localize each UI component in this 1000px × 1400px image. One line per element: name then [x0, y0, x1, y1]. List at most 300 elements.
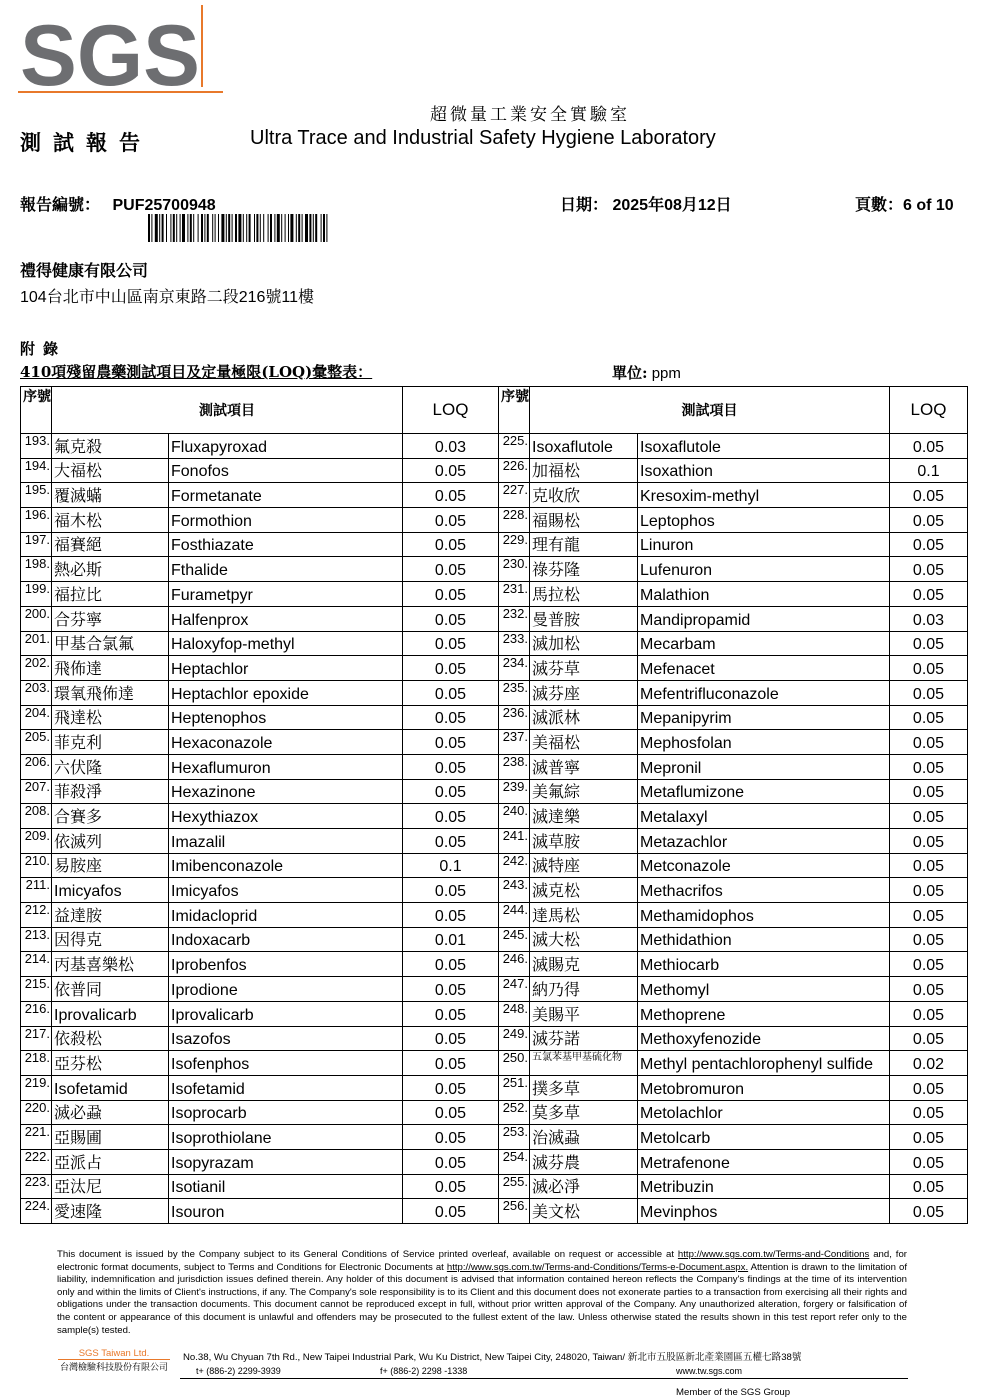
- loq-value: 0.05: [403, 1149, 499, 1174]
- table-row: [21, 1149, 968, 1174]
- name-en: Heptachlor: [169, 656, 403, 681]
- loq-value: 0.05: [403, 557, 499, 582]
- table-row: [21, 730, 968, 755]
- terms-link[interactable]: http://www.sgs.com.tw/Terms-and-Conditions: [677, 1249, 870, 1260]
- name-zh: 福木松: [52, 508, 169, 533]
- table-row: [21, 853, 968, 878]
- loq-value: 0.05: [890, 1125, 968, 1150]
- seq-number: 214.: [21, 952, 52, 977]
- seq-number: 246.: [499, 952, 530, 977]
- name-zh: 滅克松: [530, 878, 638, 903]
- name-zh: 亞派占: [52, 1149, 169, 1174]
- name-zh: 祿芬隆: [530, 557, 638, 582]
- disclaimer-part-2: and, for electronic format documents, subject to Terms and Conditions for Electronic Documents at: [57, 1249, 907, 1273]
- barcode-bar: [298, 214, 300, 242]
- loq-value: 0.05: [403, 606, 499, 631]
- name-en: Iprodione: [169, 977, 403, 1002]
- logo-text: SGS: [20, 8, 200, 104]
- name-en: Methidathion: [638, 927, 890, 952]
- name-en: Isoprothiolane: [169, 1125, 403, 1150]
- name-zh: 加福松: [530, 458, 638, 483]
- disclaimer-part-3: Attention is drawn to the limitation of liability, indemnification and jurisdiction issues defined therein. Any holder of this document is advised that information contained hereon reflects the Company's findings at the time of its intervention only and within the limits of Client's instructions, if any. The Company's sole responsibility is to its Client and this document does not exonerate parties to a transaction from exercising all their rights and obligations under the transaction documents. This document cannot be reproduced except in full, without prior written approval of the Company. Any unauthorized alteration, forgery or falsification of the content or appearance of this document is unlawful and offenders may be prosecuted to the fullest extent of the law. Unless otherwise stated the results shown in this test report refer only to the sample(s) tested.: [57, 1261, 907, 1336]
- name-en: Fthalide: [169, 557, 403, 582]
- table-row: [21, 1026, 968, 1051]
- loq-value: 0.05: [403, 1026, 499, 1051]
- table-row: [21, 582, 968, 607]
- page-value: 6 of 10: [903, 197, 954, 214]
- barcode-bar: [254, 214, 255, 242]
- barcode-bar: [170, 214, 171, 242]
- name-zh: 理有龍: [530, 532, 638, 557]
- loq-value: 0.05: [403, 1051, 499, 1076]
- name-en: Leptophos: [638, 508, 890, 533]
- unit-label: 單位:: [612, 364, 648, 382]
- barcode-bar: [323, 214, 325, 242]
- name-zh: 五氯苯基甲基硫化物: [530, 1051, 638, 1076]
- table-row: [21, 508, 968, 533]
- name-en: Hexaconazole: [169, 730, 403, 755]
- name-en: Malathion: [638, 582, 890, 607]
- sgs-logo: [18, 5, 223, 105]
- name-zh: 滅特座: [530, 853, 638, 878]
- barcode-bar: [182, 214, 185, 242]
- name-zh: 滅賜克: [530, 952, 638, 977]
- name-zh: 滅派林: [530, 705, 638, 730]
- table-row: [21, 1125, 968, 1150]
- barcode-bar: [187, 214, 188, 242]
- loq-value: 0.05: [890, 434, 968, 459]
- loq-value: 0.05: [403, 508, 499, 533]
- e-terms-link[interactable]: http://www.sgs.com.tw/Terms-and-Conditions/Terms-e-Document.aspx.: [446, 1261, 749, 1273]
- name-en: Metolcarb: [638, 1125, 890, 1150]
- footer-fax: f+ (886-2) 2298 -1338: [380, 1366, 468, 1376]
- barcode-bar: [243, 214, 244, 242]
- name-zh: 大福松: [52, 458, 169, 483]
- barcode-bar: [180, 214, 181, 242]
- name-zh: 飛佈達: [52, 656, 169, 681]
- table-row: [21, 952, 968, 977]
- loq-table: [20, 386, 968, 1224]
- table-row: [21, 1051, 968, 1076]
- footer-company-en: SGS Taiwan Ltd.: [78, 1348, 150, 1359]
- header-seq: 序號: [499, 387, 530, 434]
- name-en: Mefentrifluconazole: [638, 680, 890, 705]
- name-zh: 依普同: [52, 977, 169, 1002]
- name-zh: 易胺座: [52, 853, 169, 878]
- seq-number: 255.: [499, 1174, 530, 1199]
- name-zh: 美賜平: [530, 1001, 638, 1026]
- name-en: Mepronil: [638, 754, 890, 779]
- page-number: [855, 192, 954, 215]
- seq-number: 237.: [499, 730, 530, 755]
- seq-number: 253.: [499, 1125, 530, 1150]
- table-row: [21, 656, 968, 681]
- footer-website[interactable]: www.tw.sgs.com: [676, 1366, 743, 1376]
- name-zh: 益達胺: [52, 903, 169, 928]
- name-en: Hexazinone: [169, 779, 403, 804]
- name-zh: 甲基合氯氟: [52, 631, 169, 656]
- name-en: Fosthiazate: [169, 532, 403, 557]
- loq-value: 0.05: [403, 532, 499, 557]
- loq-value: 0.05: [890, 532, 968, 557]
- name-en: Lufenuron: [638, 557, 890, 582]
- name-zh: 滅大松: [530, 927, 638, 952]
- name-en: Metazachlor: [638, 829, 890, 854]
- unit: [612, 362, 681, 383]
- table-row: [21, 705, 968, 730]
- seq-number: 212.: [21, 903, 52, 928]
- loq-value: 0.05: [890, 705, 968, 730]
- name-en: Methacrifos: [638, 878, 890, 903]
- seq-number: 213.: [21, 927, 52, 952]
- name-zh: 滅加松: [530, 631, 638, 656]
- seq-number: 236.: [499, 705, 530, 730]
- barcode-bar: [305, 214, 308, 242]
- barcode-bar: [321, 214, 322, 242]
- name-zh: 曼普胺: [530, 606, 638, 631]
- seq-number: 195.: [21, 483, 52, 508]
- seq-number: 231.: [499, 582, 530, 607]
- table-row: [21, 680, 968, 705]
- loq-value: 0.05: [403, 1100, 499, 1125]
- seq-number: 230.: [499, 557, 530, 582]
- loq-value: 0.05: [403, 1199, 499, 1224]
- date-label: 日期：: [560, 195, 609, 214]
- name-zh: 六伏隆: [52, 754, 169, 779]
- name-zh: 美福松: [530, 730, 638, 755]
- loq-value: 0.05: [890, 829, 968, 854]
- barcode-bar: [277, 214, 280, 242]
- name-en: Haloxyfop-methyl: [169, 631, 403, 656]
- footer-divider: [180, 1378, 908, 1379]
- barcode-bar: [204, 214, 205, 242]
- table-row: [21, 878, 968, 903]
- barcode-bar: [151, 214, 152, 242]
- header-seq: 序號: [21, 387, 52, 434]
- barcode: [148, 214, 410, 242]
- lab-name-en: Ultra Trace and Industrial Safety Hygiene Laboratory: [250, 127, 716, 149]
- seq-number: 215.: [21, 977, 52, 1002]
- loq-value: 0.05: [890, 508, 968, 533]
- loq-value: 0.05: [403, 952, 499, 977]
- name-en: Methoprene: [638, 1001, 890, 1026]
- loq-value: 0.05: [403, 656, 499, 681]
- name-en: Metconazole: [638, 853, 890, 878]
- appendix-label: 附錄: [20, 340, 67, 358]
- barcode-bar: [148, 214, 150, 242]
- unit-value: ppm: [651, 365, 681, 382]
- table-row: [21, 434, 968, 459]
- name-en: Metolachlor: [638, 1100, 890, 1125]
- name-en: Imicyafos: [169, 878, 403, 903]
- seq-number: 233.: [499, 631, 530, 656]
- barcode-bar: [198, 214, 199, 242]
- header-item: 測試項目: [52, 387, 403, 434]
- seq-number: 229.: [499, 532, 530, 557]
- name-en: Iprobenfos: [169, 952, 403, 977]
- name-zh: 滅芬座: [530, 680, 638, 705]
- name-en: Imidacloprid: [169, 903, 403, 928]
- loq-value: 0.05: [403, 680, 499, 705]
- name-en: Isotianil: [169, 1174, 403, 1199]
- barcode-bar: [326, 214, 327, 242]
- name-zh: 熱必斯: [52, 557, 169, 582]
- barcode-bar: [290, 214, 293, 242]
- name-en: Isofetamid: [169, 1075, 403, 1100]
- name-zh: 亞賜圃: [52, 1125, 169, 1150]
- loq-value: 0.05: [403, 903, 499, 928]
- name-zh: 氟克殺: [52, 434, 169, 459]
- table-title: 410項殘留農藥測試項目及定量極限(LOQ)彙整表：: [20, 363, 373, 381]
- barcode-bar: [190, 214, 192, 242]
- name-zh: 亞芬松: [52, 1051, 169, 1076]
- name-zh: 達馬松: [530, 903, 638, 928]
- name-en: Kresoxim-methyl: [638, 483, 890, 508]
- name-zh: Imicyafos: [52, 878, 169, 903]
- loq-value: 0.1: [890, 458, 968, 483]
- seq-number: 199.: [21, 582, 52, 607]
- table-row: [21, 557, 968, 582]
- name-en: Mephosfolan: [638, 730, 890, 755]
- name-zh: 滅草胺: [530, 829, 638, 854]
- name-en: Methomyl: [638, 977, 890, 1002]
- name-zh: 亞汰尼: [52, 1174, 169, 1199]
- name-en: Metobromuron: [638, 1075, 890, 1100]
- loq-value: 0.05: [890, 631, 968, 656]
- table-row: [21, 754, 968, 779]
- seq-number: 220.: [21, 1100, 52, 1125]
- loq-value: 0.05: [403, 705, 499, 730]
- name-zh: 福賜松: [530, 508, 638, 533]
- name-en: Heptenophos: [169, 705, 403, 730]
- footer-company: [58, 1348, 170, 1373]
- loq-value: 0.05: [403, 458, 499, 483]
- name-zh: 滅普寧: [530, 754, 638, 779]
- loq-value: 0.05: [890, 977, 968, 1002]
- seq-number: 221.: [21, 1125, 52, 1150]
- legal-disclaimer: [57, 1249, 907, 1337]
- page-label: 頁數：: [855, 195, 904, 214]
- name-zh: 飛達松: [52, 705, 169, 730]
- table-row: [21, 1075, 968, 1100]
- table-row: [21, 804, 968, 829]
- name-zh: 覆滅蟎: [52, 483, 169, 508]
- loq-value: 0.05: [403, 730, 499, 755]
- name-en: Imazalil: [169, 829, 403, 854]
- name-en: Metaflumizone: [638, 779, 890, 804]
- disclaimer-part-1: This document is issued by the Company subject to its General Conditions of Service printed overleaf, available on request or accessible at: [57, 1249, 678, 1260]
- barcode-bar: [166, 214, 167, 242]
- loq-value: 0.01: [403, 927, 499, 952]
- barcode-bar: [315, 214, 317, 242]
- name-en: Indoxacarb: [169, 927, 403, 952]
- header-loq: LOQ: [890, 387, 968, 434]
- table-row: [21, 1100, 968, 1125]
- name-en: Fluxapyroxad: [169, 434, 403, 459]
- barcode-bar: [207, 214, 209, 242]
- table-row: [21, 829, 968, 854]
- header-item: 測試項目: [530, 387, 890, 434]
- report-number: [20, 192, 216, 215]
- name-zh: 依滅列: [52, 829, 169, 854]
- barcode-bar: [288, 214, 289, 242]
- loq-value: 0.05: [890, 804, 968, 829]
- seq-number: 210.: [21, 853, 52, 878]
- name-en: Halfenprox: [169, 606, 403, 631]
- seq-number: 238.: [499, 754, 530, 779]
- seq-number: 228.: [499, 508, 530, 533]
- seq-number: 207.: [21, 779, 52, 804]
- name-en: Iprovalicarb: [169, 1001, 403, 1026]
- barcode-bar: [285, 214, 286, 242]
- barcode-bar: [232, 214, 233, 242]
- name-zh: 菲殺淨: [52, 779, 169, 804]
- name-zh: 滅芬農: [530, 1149, 638, 1174]
- barcode-bar: [296, 214, 297, 242]
- table-row: [21, 1199, 968, 1224]
- seq-number: 205.: [21, 730, 52, 755]
- loq-value: 0.05: [403, 829, 499, 854]
- table-row: [21, 458, 968, 483]
- name-en: Isoxathion: [638, 458, 890, 483]
- loq-value: 0.03: [890, 606, 968, 631]
- table-row: [21, 532, 968, 557]
- table-row: [21, 903, 968, 928]
- name-en: Isopyrazam: [169, 1149, 403, 1174]
- barcode-bar: [193, 214, 194, 242]
- name-en: Linuron: [638, 532, 890, 557]
- name-en: Isofenphos: [169, 1051, 403, 1076]
- name-zh: 丙基喜樂松: [52, 952, 169, 977]
- barcode-bar: [235, 214, 237, 242]
- loq-value: 0.05: [890, 680, 968, 705]
- name-zh: 克收欣: [530, 483, 638, 508]
- name-en: Fonofos: [169, 458, 403, 483]
- name-en: Hexaflumuron: [169, 754, 403, 779]
- name-zh: Isofetamid: [52, 1075, 169, 1100]
- name-en: Imibenconazole: [169, 853, 403, 878]
- name-zh: 滅芬草: [530, 656, 638, 681]
- name-zh: 納乃得: [530, 977, 638, 1002]
- loq-value: 0.1: [403, 853, 499, 878]
- seq-number: 248.: [499, 1001, 530, 1026]
- loq-value: 0.05: [890, 483, 968, 508]
- barcode-bar: [155, 214, 158, 242]
- seq-number: 252.: [499, 1100, 530, 1125]
- seq-number: 242.: [499, 853, 530, 878]
- name-zh: 合賽多: [52, 804, 169, 829]
- table-row: [21, 977, 968, 1002]
- seq-number: 208.: [21, 804, 52, 829]
- client-address: 104台北市中山區南京東路二段216號11樓: [20, 289, 315, 306]
- barcode-bar: [309, 214, 311, 242]
- seq-number: 232.: [499, 606, 530, 631]
- loq-value: 0.05: [890, 656, 968, 681]
- name-zh: 福拉比: [52, 582, 169, 607]
- barcode-bar: [313, 214, 314, 242]
- barcode-bar: [162, 214, 164, 242]
- seq-number: 225.: [499, 434, 530, 459]
- date-value: 2025年08月12日: [612, 197, 732, 214]
- seq-number: 234.: [499, 656, 530, 681]
- seq-number: 245.: [499, 927, 530, 952]
- seq-number: 197.: [21, 532, 52, 557]
- seq-number: 196.: [21, 508, 52, 533]
- name-zh: 滅必淨: [530, 1174, 638, 1199]
- loq-value: 0.05: [890, 754, 968, 779]
- seq-number: 244.: [499, 903, 530, 928]
- table-row: [21, 631, 968, 656]
- name-en: Mecarbam: [638, 631, 890, 656]
- name-en: Isazofos: [169, 1026, 403, 1051]
- seq-number: 204.: [21, 705, 52, 730]
- seq-number: 198.: [21, 557, 52, 582]
- name-en: Heptachlor epoxide: [169, 680, 403, 705]
- loq-value: 0.05: [403, 631, 499, 656]
- name-en: Mandipropamid: [638, 606, 890, 631]
- table-row: [21, 927, 968, 952]
- table-header-row: [21, 387, 968, 434]
- barcode-bar: [263, 214, 264, 242]
- barcode-bar: [201, 214, 203, 242]
- name-en: Metrafenone: [638, 1149, 890, 1174]
- report-no-label: 報告編號：: [20, 195, 101, 214]
- barcode-bar: [270, 214, 272, 242]
- seq-number: 217.: [21, 1026, 52, 1051]
- loq-value: 0.05: [890, 903, 968, 928]
- name-zh: 撲多草: [530, 1075, 638, 1100]
- loq-value: 0.05: [403, 779, 499, 804]
- name-en: Formothion: [169, 508, 403, 533]
- barcode-bar: [228, 214, 230, 242]
- seq-number: 218.: [21, 1051, 52, 1076]
- barcode-bar: [260, 214, 261, 242]
- barcode-bar: [159, 214, 160, 242]
- barcode-bar: [238, 214, 241, 242]
- loq-value: 0.05: [890, 1001, 968, 1026]
- name-en: Metribuzin: [638, 1174, 890, 1199]
- loq-value: 0.05: [890, 557, 968, 582]
- loq-value: 0.05: [403, 1125, 499, 1150]
- loq-value: 0.05: [890, 730, 968, 755]
- loq-value: 0.05: [403, 1075, 499, 1100]
- name-en: Hexythiazox: [169, 804, 403, 829]
- loq-value: 0.05: [890, 952, 968, 977]
- loq-value: 0.05: [403, 483, 499, 508]
- table-row: [21, 1174, 968, 1199]
- name-zh: 滅達樂: [530, 804, 638, 829]
- loq-value: 0.05: [890, 1075, 968, 1100]
- barcode-bar: [176, 214, 177, 242]
- barcode-bar: [226, 214, 227, 242]
- name-en: Furametpyr: [169, 582, 403, 607]
- loq-value: 0.05: [890, 853, 968, 878]
- loq-value: 0.05: [403, 1001, 499, 1026]
- name-en: Isoprocarb: [169, 1100, 403, 1125]
- seq-number: 251.: [499, 1075, 530, 1100]
- name-en: Mefenacet: [638, 656, 890, 681]
- seq-number: 227.: [499, 483, 530, 508]
- report-title: 測試報告: [20, 130, 152, 155]
- name-zh: 菲克利: [52, 730, 169, 755]
- barcode-bar: [281, 214, 282, 242]
- barcode-bar: [215, 214, 216, 242]
- name-en: Mepanipyrim: [638, 705, 890, 730]
- loq-value: 0.05: [403, 582, 499, 607]
- loq-value: 0.03: [403, 434, 499, 459]
- seq-number: 256.: [499, 1199, 530, 1224]
- barcode-bar: [212, 214, 213, 242]
